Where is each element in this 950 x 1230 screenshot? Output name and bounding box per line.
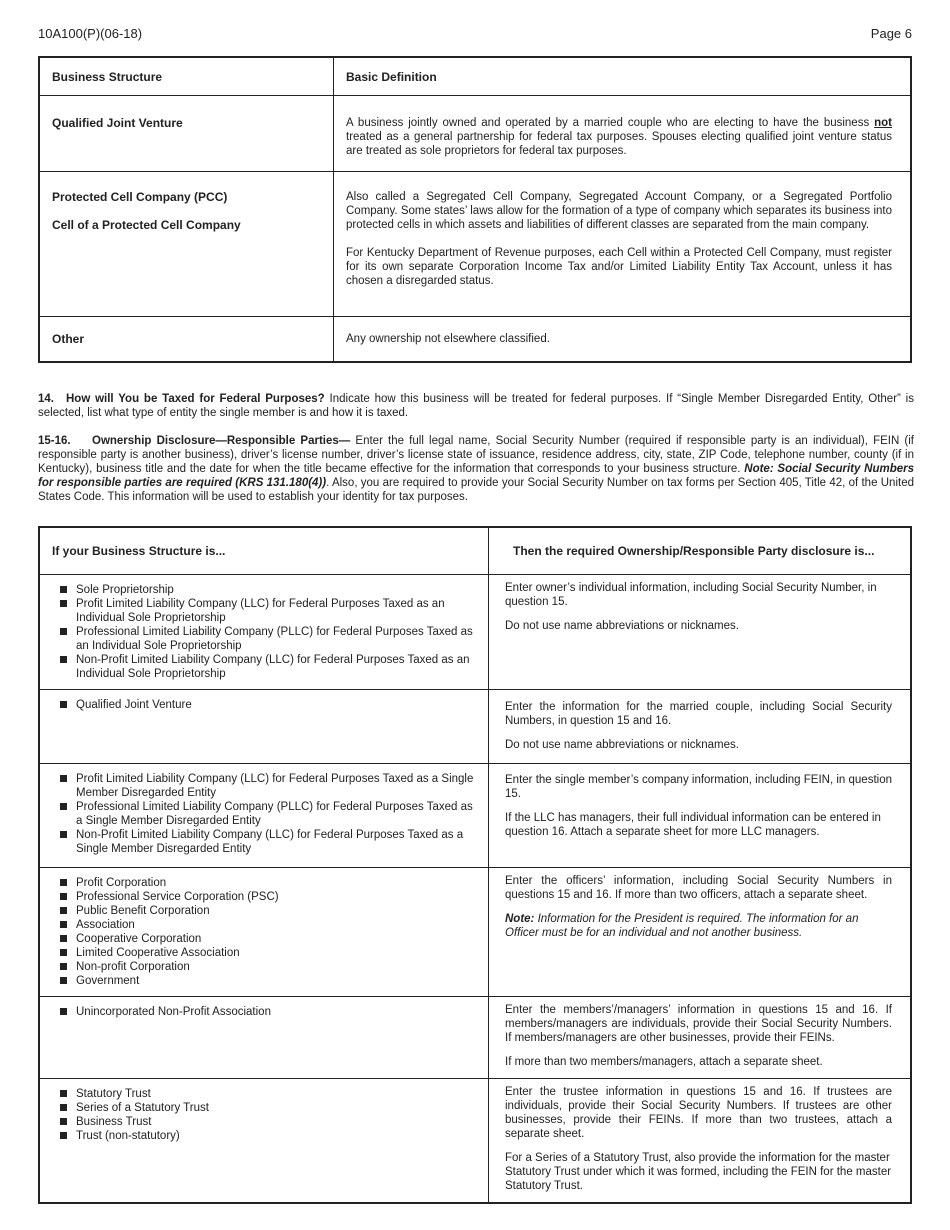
definition-pcc: Also called a Segregated Cell Company, Segregated Account Company, or a Segregated Portfolio Company. Some states’ laws allow for the formation of a type of company which separates its business into protected cells in which assets and liabilities of different classes are separated from the main company. For Kentucky Department of Revenue purposes, each Cell within a Protected Cell Company, must register for its own separate Corporation Income Tax and/or Limited Liability Entity Tax Account, unless it has chosen a disregarded status. [334,172,912,317]
col-header-structure: Business Structure [39,57,334,96]
list-item: Public Benefit Corporation [60,904,480,918]
structure-other: Other [39,317,334,363]
form-id: 10A100(P)(06-18) [38,26,143,41]
list-item: Statutory Trust [60,1087,480,1101]
list-item: Profit Limited Liability Company (LLC) for Federal Purposes Taxed as an Individual Sole Proprietorship [60,597,480,625]
list-item: Trust (non-statutory) [60,1129,480,1143]
table-row [39,997,911,1079]
disclosure-text: If the LLC has managers, their full individual information can be entered in question 16. Attach a separate sheet for more LLC managers. [505,812,881,838]
disclosure-text: Enter the trustee information in questions 15 and 16. If trustees are individuals, provide their Social Security Numbers. If trustees are other businesses, provide their FEINs. If more than two trustees, attach a separate sheet. [505,1086,892,1140]
disclosure-text: Do not use name abbreviations or nicknames. [505,739,739,751]
disclosure-text: Enter owner’s individual information, including Social Security Number, in question 15. [505,582,877,608]
col-header-disclosure: Then the required Ownership/Responsible Party disclosure is... [489,527,912,575]
item-14: 14. How will You be Taxed for Federal Purposes? Indicate how this business will be treated for federal purposes. If “Single Member Disregarded Entity, Other” is selected, list what type of entity the single member is and how it is taxed. [38,393,914,419]
list-item: Non-profit Corporation [60,960,480,974]
business-structure-table [38,56,912,363]
disclosure-text: For a Series of a Statutory Trust, also provide the information for the master Statutory Trust under which it was formed, including the FEIN for the master Statutory Trust. [505,1152,892,1192]
list-item: Non-Profit Limited Liability Company (LLC) for Federal Purposes Taxed as a Single Member Disregarded Entity [60,828,480,856]
list-item: Profit Corporation [60,876,480,890]
col-header-definition: Basic Definition [334,57,912,96]
list-item: Association [60,918,480,932]
list-item: Professional Service Corporation (PSC) [60,890,480,904]
item-15-16: 15-16. Ownership Disclosure—Responsible Parties— Enter the full legal name, Social Security Number (required if responsible party is an individual), FEIN (if responsible party is another business), driver’s license number, driver’s license state of issuance, residence address, city, state, ZIP Code, telephone number, county (if in Kentucky), business title and the date for when the title became effective for the information that corresponds to your business structure. Note: Social Security Numbers for responsible parties are required (KRS 131.180(4)). Also, you are required to provide your Social Security Number on tax forms per Section 405, Title 42, of the United States Code. This information will be used to establish your identity for tax purposes. [38,435,915,503]
list-item: Unincorporated Non-Profit Association [60,1005,480,1019]
definition-qjv: A business jointly owned and operated by a married couple who are electing to have the business not treated as a general partnership for federal tax purposes. Spouses electing qualified joint venture status are treated as sole proprietors for federal tax purposes. [334,96,912,172]
disclosure-note: Note: Information for the President is required. The information for an Officer must be for an individual and not another business. [505,913,859,939]
disclosure-text: If more than two members/managers, attach a separate sheet. [505,1056,823,1068]
list-item: Non-Profit Limited Liability Company (LLC) for Federal Purposes Taxed as an Individual Sole Proprietorship [60,653,480,681]
table-row [39,868,911,997]
disclosure-table [38,526,912,1204]
structure-pcc: Protected Cell Company (PCC) Cell of a Protected Cell Company [39,172,334,317]
table-row [39,690,911,764]
list-item: Limited Cooperative Association [60,946,480,960]
list-item: Professional Limited Liability Company (PLLC) for Federal Purposes Taxed as a Single Member Disregarded Entity [60,800,480,828]
disclosure-text: Enter the members’/managers’ information in questions 15 and 16. If members/managers are individuals, provide their Social Security Numbers. If members/managers are other businesses, provide their FEINs. [505,1004,892,1044]
list-item: Profit Limited Liability Company (LLC) for Federal Purposes Taxed as a Single Member Disregarded Entity [60,772,480,800]
page-number: Page 6 [870,26,912,41]
list-item: Government [60,974,480,988]
list-item: Qualified Joint Venture [60,698,480,712]
col-header-business-structure: If your Business Structure is... [39,527,489,575]
list-item: Professional Limited Liability Company (PLLC) for Federal Purposes Taxed as an Individual Sole Proprietorship [60,625,480,653]
list-item: Sole Proprietorship [60,583,480,597]
table-row [39,1079,911,1204]
definition-other: Any ownership not elsewhere classified. [346,333,550,345]
table-row [39,575,911,690]
disclosure-text: Enter the officers’ information, including Social Security Numbers in questions 15 and 16. If more than two officers, attach a separate sheet. [505,875,892,901]
disclosure-text: Enter the information for the married couple, including Social Security Numbers, in question 15 and 16. [505,701,892,727]
structure-qjv: Qualified Joint Venture [39,96,334,172]
list-item: Cooperative Corporation [60,932,480,946]
list-item: Series of a Statutory Trust [60,1101,480,1115]
disclosure-text: Enter the single member’s company information, including FEIN, in question 15. [505,774,892,800]
disclosure-text: Do not use name abbreviations or nicknames. [505,620,739,632]
table-row [39,764,911,868]
list-item: Business Trust [60,1115,480,1129]
